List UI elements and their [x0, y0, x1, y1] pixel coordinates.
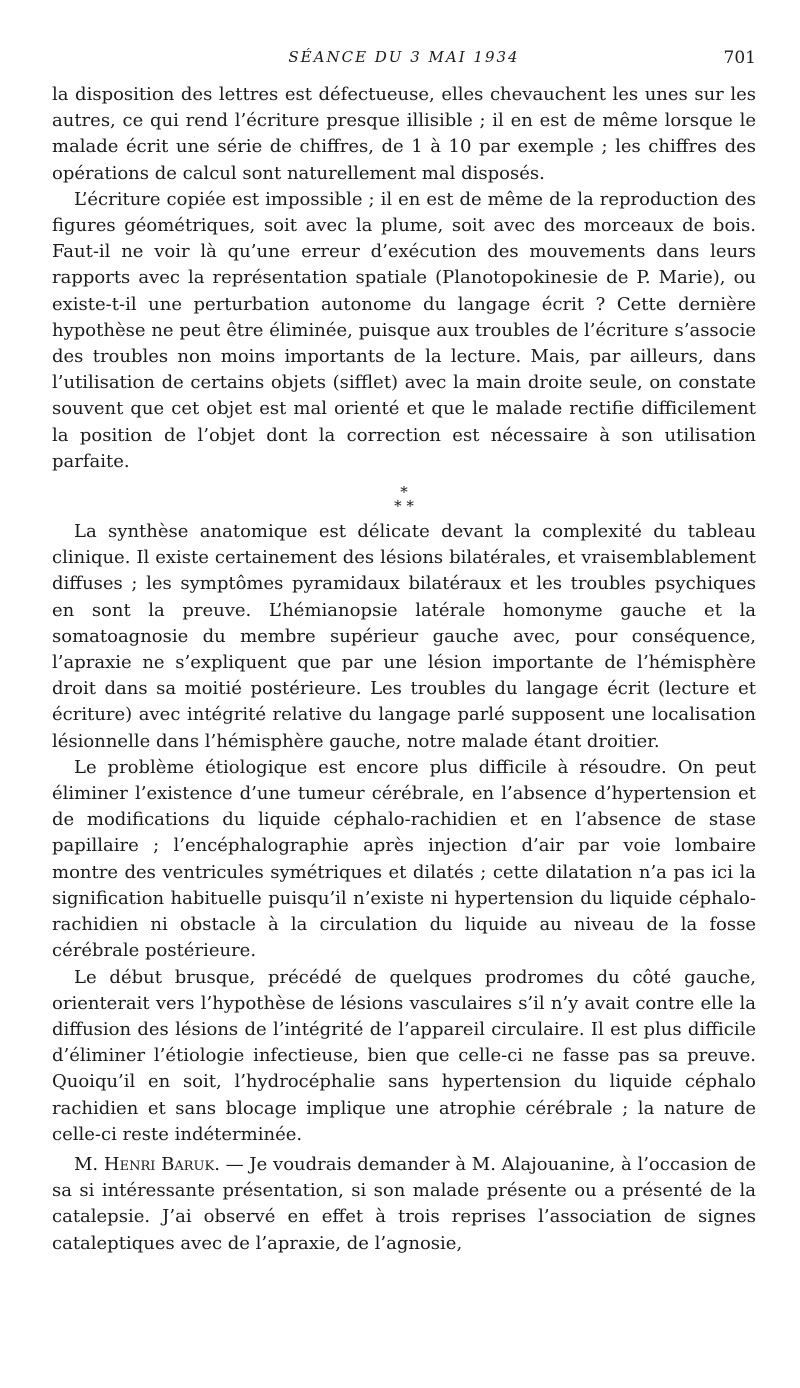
paragraph-continuation: la disposition des lettres est défectueuse, elles chevauchent les unes sur les autres, ce qui rend l’écriture presque illisible ; il en est de même lorsque le malade écrit une série de chiffres, de 1 à 10 par exemple ; les chiffres des opérations de calcul sont naturellement mal disposés.	[52, 84, 756, 184]
paragraph-ecriture: L’écriture copiée est impossible ; il en est de même de la reproduction des figures géométriques, soit avec la plume, soit avec des morceaux de bois. Faut-il ne voir là qu’une erreur d’exécution des mouvements dans leurs rapports avec la représentation spatiale (Planotopokinesie de P. Marie), ou existe-t-il une perturbation autonome du langage écrit ? Cette dernière hypothèse ne peut être éliminée, puisque aux troubles de l’écriture s’associe des troubles non moins importants de la lecture. Mais, par ailleurs, dans l’utilisation de certains objets (sifflet) avec la main droite seule, on constate souvent que cet objet est mal orienté et que le malade rectifie difficilement la position de l’objet dont la correction est nécessaire à son utilisation parfaite.	[52, 188, 756, 472]
running-title: SÉANCE DU 3 MAI 1934	[288, 48, 520, 66]
paragraph-debut: Le début brusque, précédé de quelques prodromes du côté gauche, orienterait vers l’hypothèse de lésions vasculaires s’il n’y avait contre elle la diffusion des lésions de l’intégrité de l’appareil circulaire. Il est plus difficile d’éliminer l’étiologie infectieuse, bien que celle-ci ne fasse pas sa preuve. Quoiqu’il en soit, l’hydrocéphalie sans hypertension du liquide céphalo rachidien et sans blocage implique une atrophie cérébrale ; la nature de celle-ci reste indéterminée.	[52, 966, 756, 1145]
separator-asterisk-top: *	[400, 483, 408, 502]
speaker-dash: —	[219, 1153, 250, 1175]
running-head	[52, 48, 756, 82]
speaker-remarks: Je voudrais demander à M. Alajouanine, à l’occasion de sa si intéressante présentation, si son malade présente ou a présenté de la catalepsie. J’ai observé en effet à trois reprises l’association de signes cataleptiques avec de l’apraxie, de l’agnosie,	[52, 1153, 756, 1254]
page	[52, 48, 756, 1257]
paragraph-synthese: La synthèse anatomique est délicate devant la complexité du tableau clinique. Il existe certainement des lésions bilatérales, et vraisemblablement diffuses ; les symptômes pyramidaux bilatéraux et les troubles psychiques en sont la preuve. L’hémianopsie latérale homonyme gauche et la somatoagnosie du membre supérieur gauche avec, pour conséquence, l’apraxie ne s’expliquent que par une lésion importante de l’hémisphère droit dans sa moitié postérieure. Les troubles du langage écrit (lecture et écriture) avec intégrité relative du langage parlé supposent une localisation lésionnelle dans l’hémisphère gauche, notre malade étant droitier.	[52, 521, 756, 752]
paragraph-probleme: Le problème étiologique est encore plus difficile à résoudre. On peut éliminer l’existence d’une tumeur cérébrale, en l’absence d’hypertension et de modifications du liquide céphalo-rachidien et en l’absence de stase papillaire ; l’encéphalographie après injection d’air par voie lombaire montre des ventricules symétriques et dilatés ; cette dilatation n’a pas ici la signification habituelle puisqu’il n’existe ni hypertension du liquide céphalo-rachidien ni obstacle à la circulation du liquide au niveau de la fosse cérébrale postérieure.	[52, 756, 756, 962]
paragraph-baruk	[52, 1152, 756, 1257]
page-number: 701	[723, 48, 756, 68]
section-separator	[52, 483, 756, 516]
speaker-name: M. Henri Baruk.	[74, 1153, 220, 1175]
separator-asterisks-bottom: * *	[394, 497, 414, 516]
